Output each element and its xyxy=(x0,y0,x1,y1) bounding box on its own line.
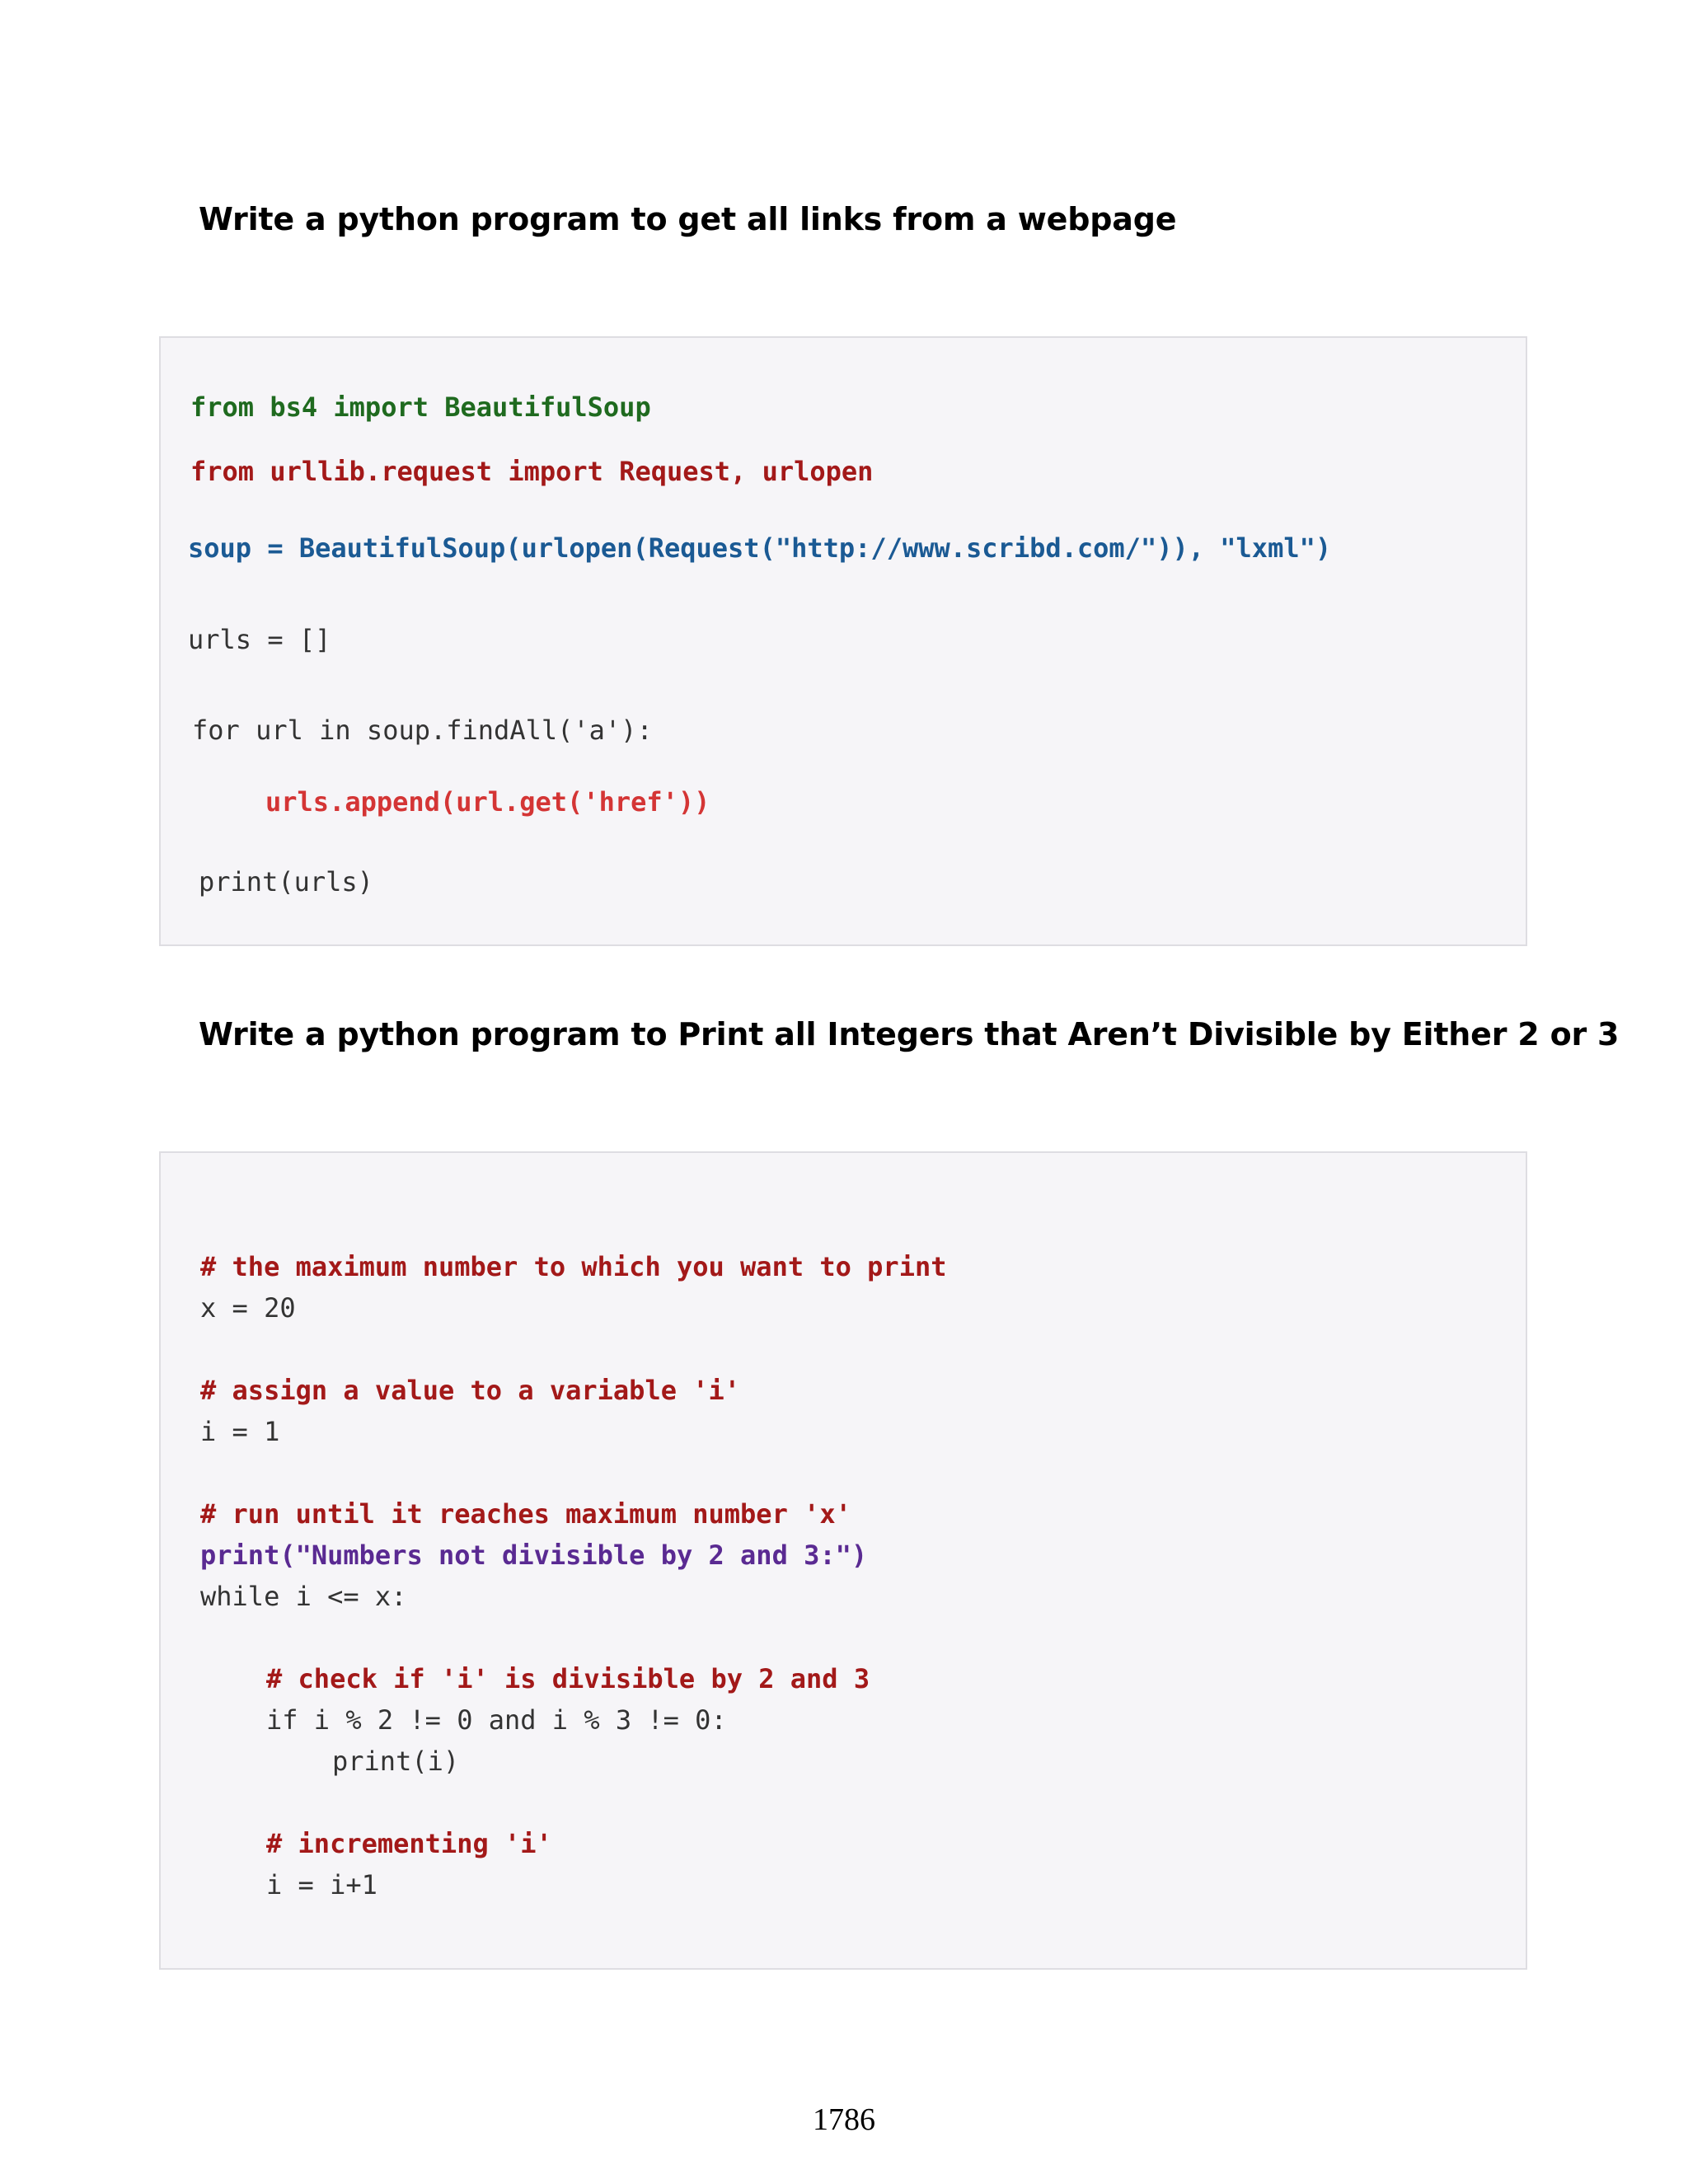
code-comment: # incrementing 'i' xyxy=(266,1828,552,1859)
code-block xyxy=(159,336,1527,946)
code-comment: # assign a value to a variable 'i' xyxy=(200,1375,741,1406)
code-comment: # the maximum number to which you want to print xyxy=(200,1251,947,1282)
code-line: print("Numbers not divisible by 2 and 3:") xyxy=(200,1540,868,1571)
section-heading: Write a python program to get all links from a webpage xyxy=(199,201,1177,237)
code-line: soup = BeautifulSoup(urlopen(Request("http://www.scribd.com/")), "lxml") xyxy=(188,532,1332,564)
code-line: print(i) xyxy=(332,1746,460,1777)
section-heading: Write a python program to Print all Integers that Aren’t Divisible by Either 2 or 3 xyxy=(199,1016,1620,1052)
code-line: i = 1 xyxy=(200,1416,280,1447)
code-line: from bs4 import BeautifulSoup xyxy=(190,391,651,423)
code-line: while i <= x: xyxy=(200,1581,407,1612)
code-comment: # check if 'i' is divisible by 2 and 3 xyxy=(266,1663,870,1694)
code-line: urls.append(url.get('href')) xyxy=(265,786,710,818)
page-number: 1786 xyxy=(813,2102,875,2137)
code-line: urls = [] xyxy=(188,624,331,655)
code-block xyxy=(159,1151,1527,1970)
code-line: print(urls) xyxy=(199,866,373,898)
code-line: from urllib.request import Request, urlopen xyxy=(190,456,874,487)
code-line: if i % 2 != 0 and i % 3 != 0: xyxy=(266,1704,727,1736)
code-comment: # run until it reaches maximum number 'x' xyxy=(200,1498,851,1530)
code-line: i = i+1 xyxy=(266,1869,377,1900)
code-line: x = 20 xyxy=(200,1292,296,1324)
code-line: for url in soup.findAll('a'): xyxy=(192,715,653,746)
